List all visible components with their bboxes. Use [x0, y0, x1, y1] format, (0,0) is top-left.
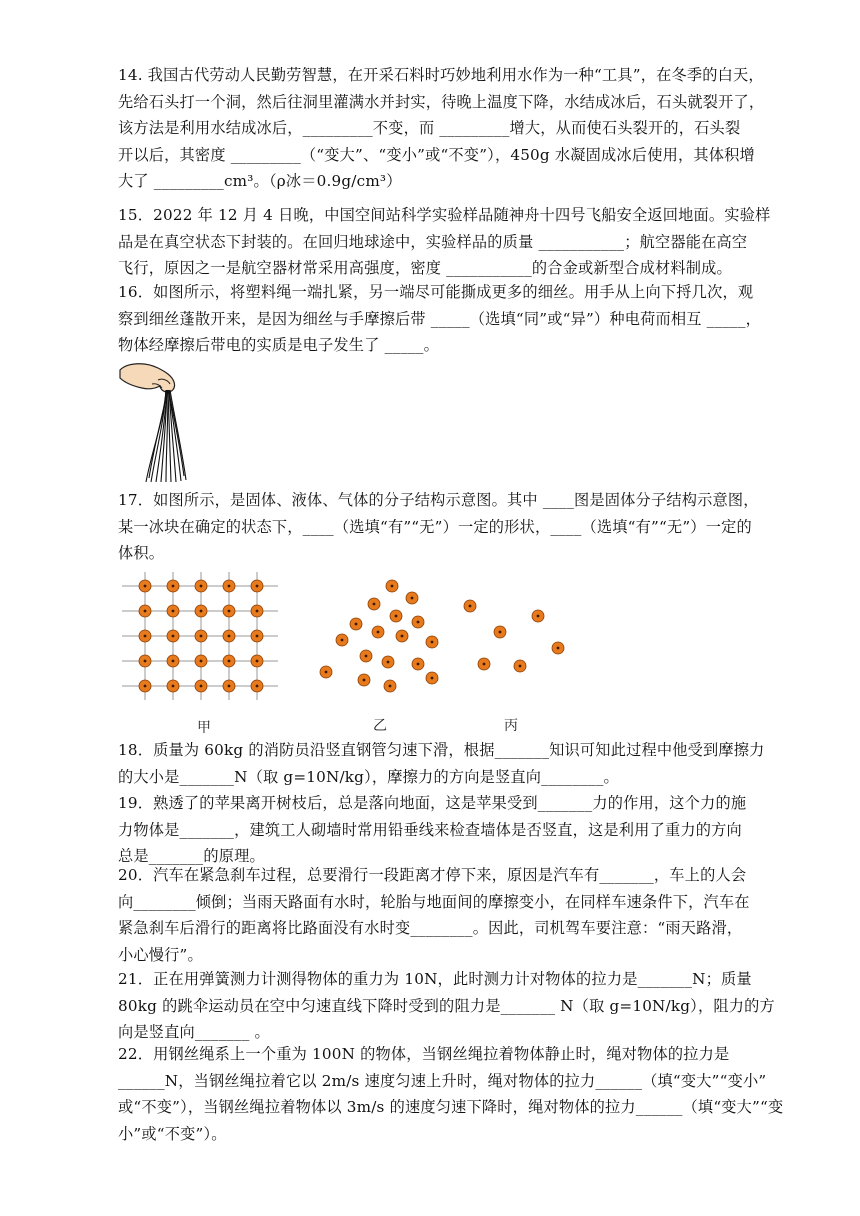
liquid-molecule-center	[431, 641, 434, 644]
solid-molecule-center	[256, 635, 259, 638]
solid-molecule-center	[144, 660, 147, 663]
liquid-molecule-center	[341, 639, 344, 642]
q18-line-2: 的大小是_______N（取 g=10N/kg），摩擦力的方向是竖直向________。	[118, 767, 619, 786]
solid-molecule-center	[144, 685, 147, 688]
solid-molecule-center	[200, 635, 203, 638]
liquid-molecule-center	[363, 679, 366, 682]
q22-line-3: 或“不变”），当钢丝绳拉着物体以 3m/s 的速度匀速下降时，绳对物体的拉力______（填“变大”“变	[118, 1098, 784, 1116]
question-19	[118, 790, 768, 870]
solid-molecule-center	[256, 660, 259, 663]
label-liquid: 乙	[373, 718, 387, 734]
question-22	[118, 1041, 784, 1147]
q17-line-2: 某一冰块在确定的状态下，____（选填“有”“无”）一定的形状，____（选填“有”“无”）一定的	[118, 517, 752, 536]
solid-molecule-center	[256, 585, 259, 588]
q19-line-1: 19．熟透了的苹果离开树枝后，总是落向地面，这是苹果受到_______力的作用，这个力的施	[118, 794, 747, 812]
question-18	[118, 737, 768, 790]
label-gas: 丙	[504, 718, 518, 734]
solid-molecule-center	[256, 685, 259, 688]
q22-line-4: 小”或“不变”）。	[118, 1124, 227, 1143]
solid-molecule-center	[200, 610, 203, 613]
solid-molecule-center	[228, 685, 231, 688]
q17-line-3: 体积。	[118, 544, 165, 562]
gas-molecule-center	[519, 665, 522, 668]
solid-molecule-center	[200, 585, 203, 588]
question-14	[118, 62, 768, 195]
solid-molecule-center	[172, 660, 175, 663]
liquid-molecule-center	[417, 621, 420, 624]
liquid-molecule-center	[431, 677, 434, 680]
q14-line-4: 开以后，其密度 _________（“变大”、“变小”或“不变”），450g 水凝固成冰后使用，其体积增	[118, 145, 755, 164]
solid-molecule-center	[144, 635, 147, 638]
q15-line-1: 15．2022 年 12 月 4 日晚，中国空间站科学实验样品随神舟十四号飞船安全返回地面。实验样	[118, 206, 771, 224]
q14-line-3: 该方法是利用水结成冰后，_________不变，而 _________增大，从而使石头裂开的，石头裂	[118, 119, 741, 137]
gas-molecule-center	[499, 631, 502, 634]
solid-molecule-center	[228, 635, 231, 638]
q19-line-3: 总是_______的原理。	[118, 847, 265, 865]
liquid-molecule-center	[387, 661, 390, 664]
solid-molecule-center	[172, 635, 175, 638]
liquid-molecule-center	[417, 663, 420, 666]
question-17	[118, 487, 768, 567]
hand-plastic-string-figure	[118, 360, 198, 484]
q14-line-1: 14. 我国古代劳动人民勤劳智慧，在开采石料时巧妙地利用水作为一种“工具”，在冬季的白天，	[118, 66, 764, 84]
question-21	[118, 966, 775, 1046]
solid-molecule-center	[144, 610, 147, 613]
liquid-molecule-center	[373, 603, 376, 606]
solid-molecule-center	[172, 685, 175, 688]
q18-line-1: 18．质量为 60kg 的消防员沿竖直钢管匀速下滑，根据_______知识可知此过程中他受到摩擦力	[118, 741, 765, 759]
liquid-molecule-center	[365, 655, 368, 658]
q21-line-3: 向是竖直向_______ 。	[118, 1023, 270, 1041]
q19-line-2: 力物体是_______，建筑工人砌墙时常用铅垂线来检查墙体是否竖直，这是利用了重力的方向	[118, 820, 742, 839]
q20-line-3: 紧急刹车后滑行的距离将比路面没有水时变________。因此，司机驾车要注意：“雨天路滑，	[118, 919, 743, 937]
liquid-molecule-center	[401, 635, 404, 638]
gas-molecule-center	[557, 647, 560, 650]
q20-line-4: 小心慢行”。	[118, 945, 203, 964]
gas-molecule-center	[483, 663, 486, 666]
liquid-molecule-center	[355, 623, 358, 626]
gas-molecule-center	[469, 605, 472, 608]
q16-line-1: 16．如图所示，将塑料绳一端扎紧，另一端尽可能撕成更多的细丝。用手从上向下捋几次，观	[118, 283, 754, 301]
solid-molecule-center	[256, 610, 259, 613]
gas-molecules	[464, 600, 564, 672]
solid-molecule-center	[200, 685, 203, 688]
solid-molecule-center	[172, 610, 175, 613]
q22-line-1: 22．用钢丝绳系上一个重为 100N 的物体，当钢丝绳拉着物体静止时，绳对物体的拉力是	[118, 1045, 730, 1063]
solid-molecule-center	[200, 660, 203, 663]
q16-line-3: 物体经摩擦后带电的实质是电子发生了 _____。	[118, 336, 439, 354]
q21-line-1: 21．正在用弹簧测力计测得物体的重力为 10N，此时测力计对物体的拉力是_______N；质量	[118, 970, 752, 988]
gas-molecule-center	[537, 615, 540, 618]
liquid-molecule-center	[411, 597, 414, 600]
liquid-molecule-center	[377, 631, 380, 634]
q14-line-5: 大了 _________cm³。（ρ冰＝0.9g/cm³）	[118, 172, 402, 190]
q14-line-2: 先给石头打一个洞，然后往洞里灌满水并封实，待晚上温度下降，水结成冰后，石头就裂开了，	[118, 92, 765, 111]
q21-line-2: 80kg 的跳伞运动员在空中匀速直线下降时受到的阻力是_______ N（取 g=10N/kg），阻力的方	[118, 996, 775, 1015]
question-16	[118, 279, 768, 359]
q20-line-2: 向________倾倒；当雨天路面有水时，轮胎与地面间的摩擦变小，在同样车速条件下，汽车在	[118, 892, 750, 911]
q17-line-1: 17．如图所示，是固体、液体、气体的分子结构示意图。其中 ____图是固体分子结构示意图，	[118, 491, 759, 509]
q20-line-1: 20．汽车在紧急刹车过程，总要滑行一段距离才停下来，原因是汽车有_______，车上的人会	[118, 866, 747, 884]
q15-line-2: 品是在真空状态下封装的。在回归地球途中，实验样品的质量 ___________；航空器能在高空	[118, 232, 748, 251]
question-15	[118, 202, 771, 282]
label-solid: 甲	[197, 720, 211, 736]
question-20	[118, 862, 768, 968]
solid-molecule-center	[144, 585, 147, 588]
liquid-molecule-center	[395, 615, 398, 618]
solid-molecule-center	[228, 610, 231, 613]
solid-molecule-center	[228, 585, 231, 588]
q16-line-2: 察到细丝蓬散开来，是因为细丝与手摩擦后带 _____（选填“同”或“异”）种电荷而相互 _____，	[118, 309, 762, 328]
liquid-molecule-center	[389, 685, 392, 688]
liquid-molecule-center	[391, 585, 394, 588]
solid-molecule-center	[228, 660, 231, 663]
solid-molecule-center	[172, 585, 175, 588]
liquid-molecule-center	[325, 671, 328, 674]
q15-line-3: 飞行，原因之一是航空器材常采用高强度，密度 ___________的合金或新型合成材料制成。	[118, 259, 732, 277]
liquid-molecules	[320, 580, 438, 692]
q22-line-2: ______N，当钢丝绳拉着它以 2m/s 速度匀速上升时，绳对物体的拉力______（填“变大”“变小”	[118, 1071, 767, 1090]
